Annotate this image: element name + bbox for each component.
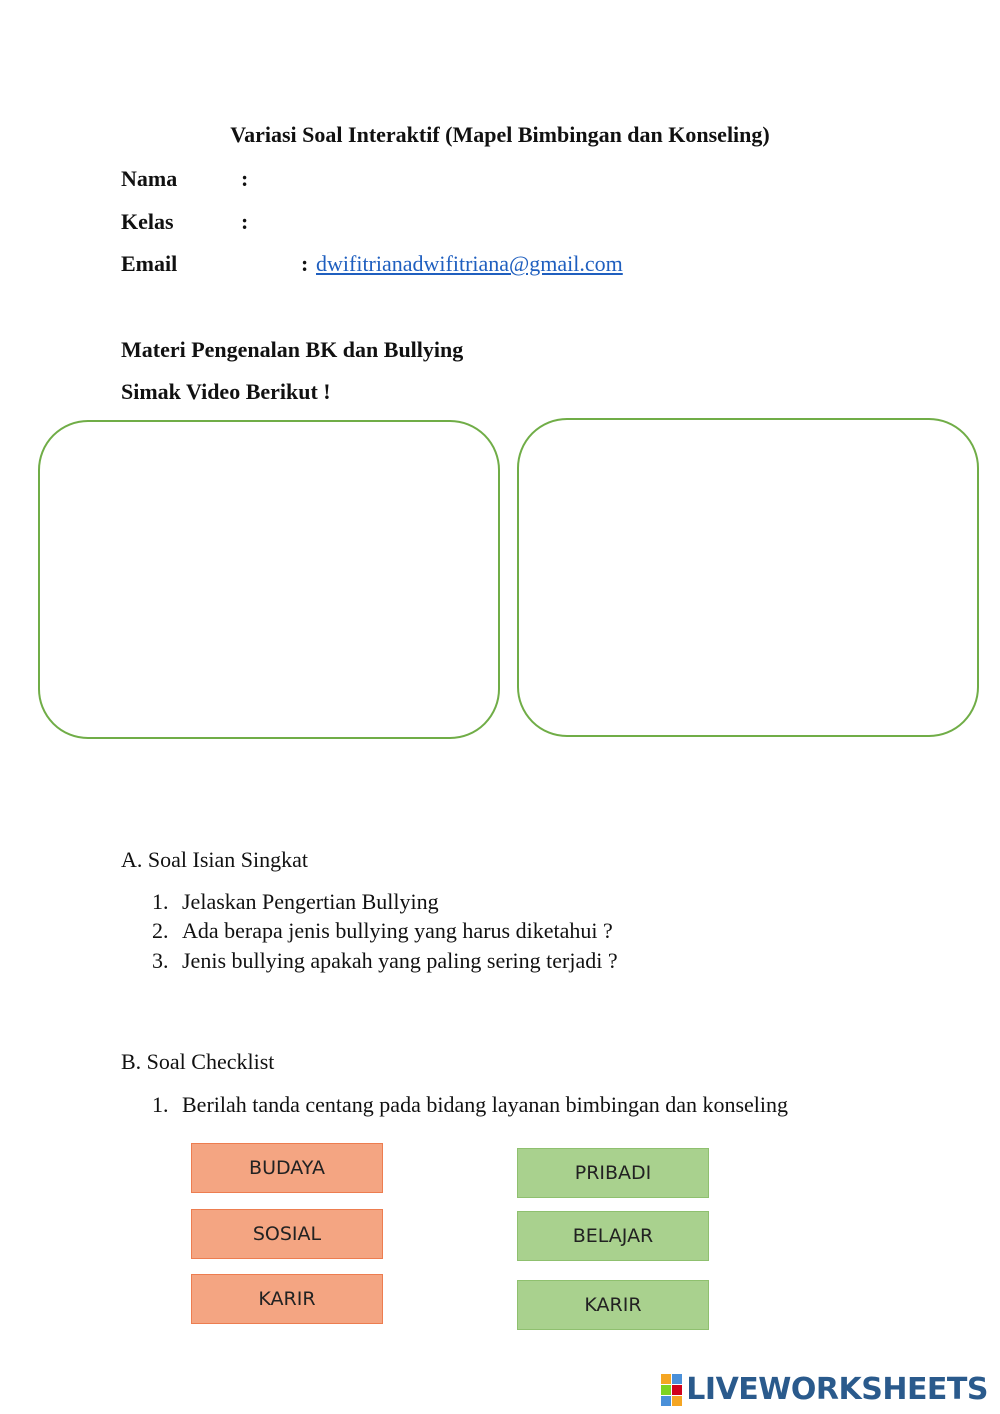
video-player-2[interactable] (517, 418, 979, 737)
materi-heading: Materi Pengenalan BK dan Bullying (121, 337, 464, 362)
section-b-heading: B. Soal Checklist (121, 1049, 275, 1074)
option-belajar[interactable]: BELAJAR (517, 1211, 709, 1261)
section-a-heading: A. Soal Isian Singkat (121, 847, 308, 872)
liveworksheets-logo (661, 1372, 988, 1407)
question-text: Ada berapa jenis bullying yang harus diketahui ? (182, 918, 613, 943)
kelas-colon: : (241, 209, 249, 234)
email-colon: : (301, 251, 309, 276)
simak-heading: Simak Video Berikut ! (121, 379, 331, 404)
email-label: Email (121, 251, 178, 276)
question-item (152, 948, 618, 974)
question-number: 2. (152, 918, 169, 943)
question-number: 1. (152, 1092, 169, 1117)
email-link[interactable]: dwifitrianadwifitriana@gmail.com (316, 251, 623, 276)
nama-field[interactable] (262, 164, 662, 194)
question-item (152, 918, 613, 944)
question-number: 1. (152, 889, 169, 914)
nama-colon: : (241, 166, 249, 191)
kelas-field[interactable] (262, 207, 662, 237)
question-text: Berilah tanda centang pada bidang layanan bimbingan dan konseling (182, 1092, 789, 1117)
question-number: 3. (152, 948, 169, 973)
checklist-question (152, 1092, 788, 1118)
kelas-label: Kelas (121, 209, 174, 234)
option-pribadi[interactable]: PRIBADI (517, 1148, 709, 1198)
question-text: Jenis bullying apakah yang paling sering terjadi ? (182, 948, 618, 973)
option-karir-right[interactable]: KARIR (517, 1280, 709, 1330)
option-karir-left[interactable]: KARIR (191, 1274, 383, 1324)
page-title: Variasi Soal Interaktif (Mapel Bimbingan dan Konseling) (230, 122, 770, 147)
video-player-1[interactable] (38, 420, 500, 739)
liveworksheets-brand: LIVEWORKSHEETS (686, 1372, 988, 1407)
question-item (152, 889, 439, 915)
option-sosial[interactable]: SOSIAL (191, 1209, 383, 1259)
nama-label: Nama (121, 166, 178, 191)
question-text: Jelaskan Pengertian Bullying (182, 889, 439, 914)
option-budaya[interactable]: BUDAYA (191, 1143, 383, 1193)
liveworksheets-logo-icon (661, 1374, 682, 1406)
